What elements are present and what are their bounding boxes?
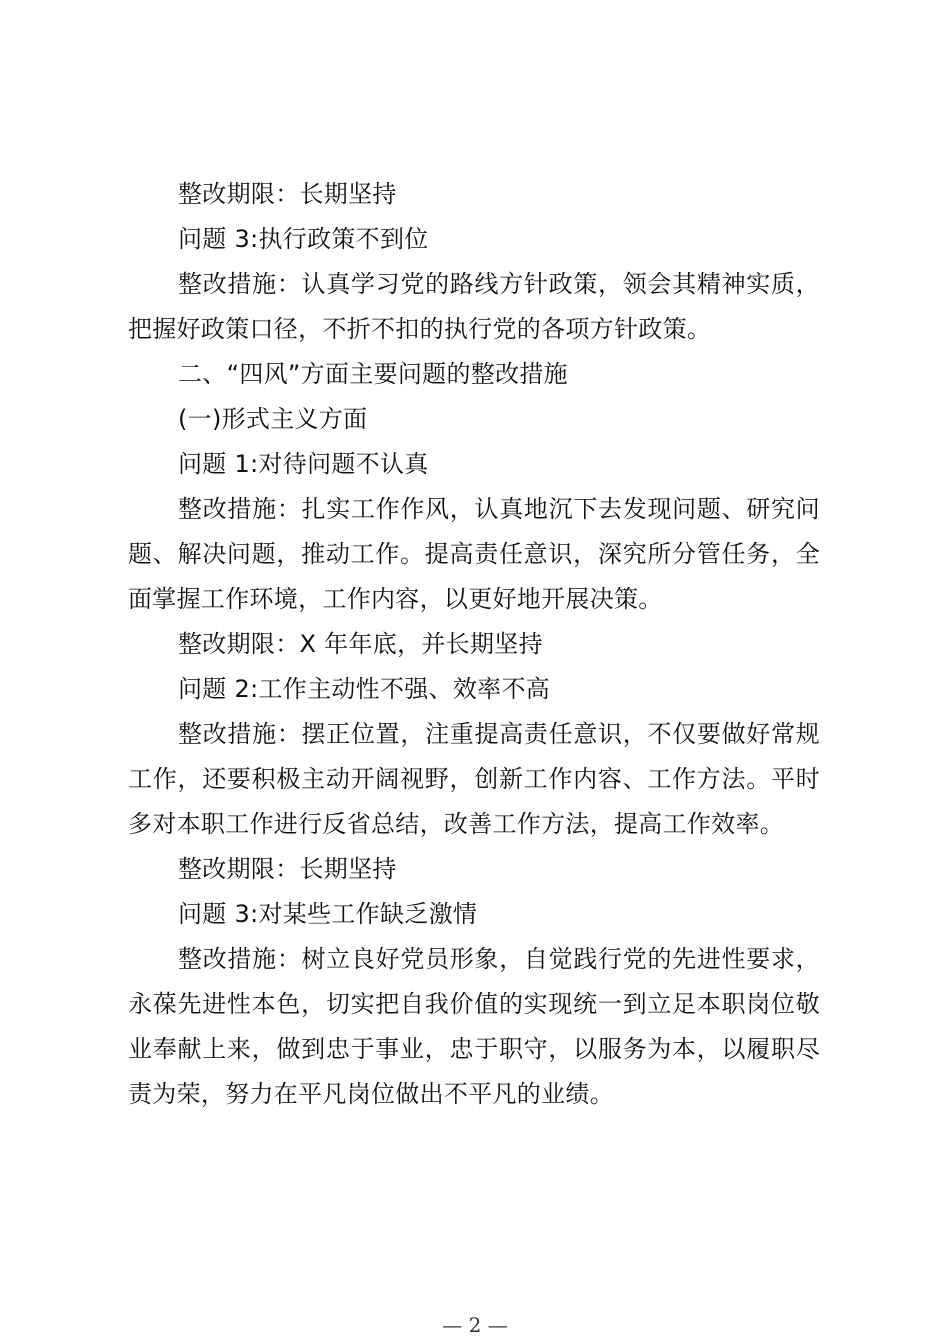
paragraph-measure: 整改措施：扎实工作作风，认真地沉下去发现问题、研究问题、解决问题，推动工作。提高责任意识，深究所分管任务，全面掌握工作环境，工作内容，以更好地开展决策。 bbox=[128, 495, 820, 613]
subsection-heading: (一)形式主义方面 bbox=[178, 405, 368, 433]
paragraph-deadline: 整改期限：X 年年底，并长期坚持 bbox=[178, 630, 543, 658]
paragraph-measure: 整改措施：树立良好党员形象，自觉践行党的先进性要求，永葆先进性本色，切实把自我价值的实现统一到立足本职岗位敬业奉献上来，做到忠于事业，忠于职守，以服务为本，以履职尽责为荣，努力在平凡岗位做出不平凡的业绩。 bbox=[128, 945, 820, 1108]
paragraph-measure: 整改措施：摆正位置，注重提高责任意识，不仅要做好常规工作，还要积极主动开阔视野，创新工作内容、工作方法。平时多对本职工作进行反省总结，改善工作方法，提高工作效率。 bbox=[128, 720, 820, 838]
paragraph-problem-heading: 问题 3:执行政策不到位 bbox=[178, 225, 429, 253]
paragraph-problem-heading: 问题 2:工作主动性不强、效率不高 bbox=[178, 675, 551, 703]
page-number: — 2 — bbox=[442, 1313, 508, 1337]
paragraph-problem-heading: 问题 1:对待问题不认真 bbox=[178, 450, 429, 478]
section-heading: 二、“四风”方面主要问题的整改措施 bbox=[178, 360, 568, 388]
paragraph-deadline-1: 整改期限：长期坚持 bbox=[178, 180, 397, 208]
paragraph-measure: 整改措施：认真学习党的路线方针政策，领会其精神实质，把握好政策口径，不折不扣的执行党的各项方针政策。 bbox=[128, 270, 820, 343]
paragraph-problem-heading: 问题 3:对某些工作缺乏激情 bbox=[178, 900, 478, 928]
document-body bbox=[128, 172, 820, 1117]
paragraph-deadline: 整改期限：长期坚持 bbox=[178, 855, 397, 883]
